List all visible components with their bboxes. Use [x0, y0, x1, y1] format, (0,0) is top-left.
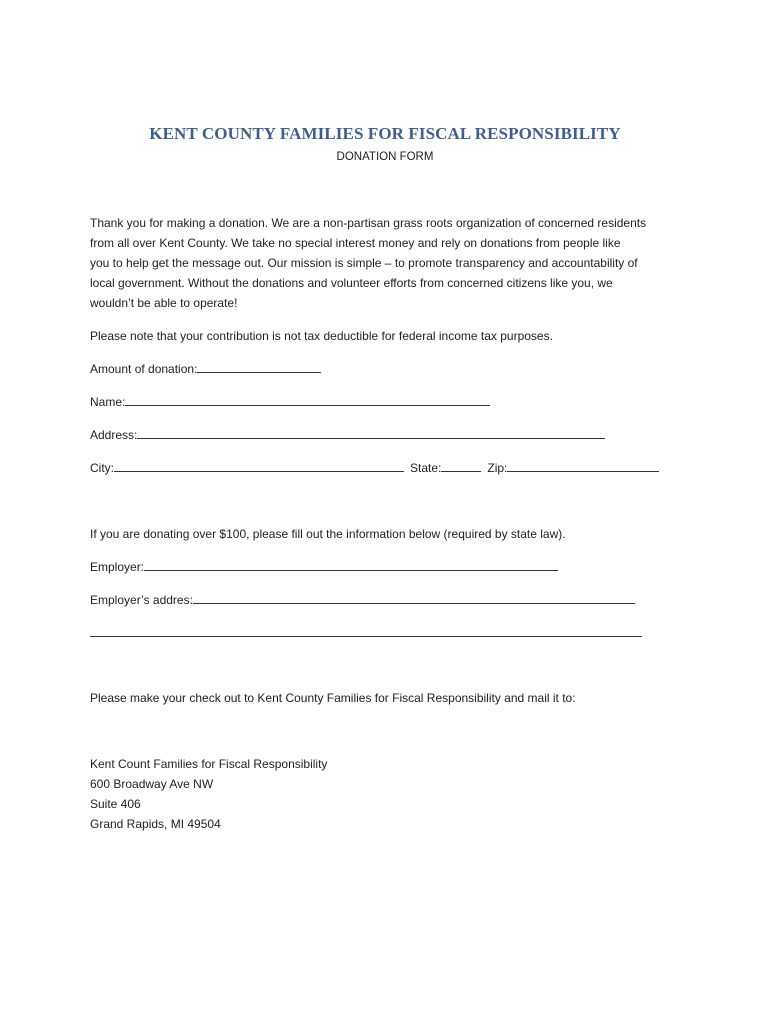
- state-label: State:: [410, 461, 442, 475]
- name-field-row: [90, 392, 690, 412]
- name-label: Name:: [90, 395, 126, 409]
- mailing-address-line: Kent Count Families for Fiscal Responsibility: [90, 757, 328, 771]
- amount-input-line[interactable]: [197, 360, 321, 373]
- employer-label: Employer:: [90, 560, 145, 574]
- city-label: City:: [90, 461, 114, 475]
- zip-input-line[interactable]: [507, 459, 659, 472]
- intro-line: Thank you for making a donation. We are a non-partisan grass roots organization of concerned residents: [90, 216, 647, 230]
- state-input-line[interactable]: [441, 459, 481, 472]
- employer-address-field-row: [90, 590, 690, 610]
- zip-label: Zip:: [487, 461, 508, 475]
- tax-note: Please note that your contribution is not tax deductible for federal income tax purposes.: [90, 329, 553, 343]
- name-input-line[interactable]: [125, 393, 490, 406]
- employer-address-label: Employer’s addres:: [90, 593, 193, 607]
- city-state-zip-row: [90, 458, 690, 478]
- address-field-row: [90, 425, 690, 445]
- page-subtitle: DONATION FORM: [336, 151, 434, 163]
- intro-paragraph: [90, 213, 690, 313]
- intro-line: you to help get the message out. Our mission is simple – to promote transparency and accountability of: [90, 256, 638, 270]
- employer-address-input-line[interactable]: [193, 591, 635, 604]
- intro-line: from all over Kent County. We take no special interest money and rely on donations from people like: [90, 236, 621, 250]
- amount-label: Amount of donation:: [90, 362, 198, 376]
- amount-field-row: [90, 359, 690, 379]
- page-title: KENT COUNTY FAMILIES FOR FISCAL RESPONSIBILITY: [149, 124, 621, 143]
- mailing-address: [90, 754, 690, 834]
- mailing-address-line: Suite 406: [90, 797, 141, 811]
- employer-address-line-2-row: [90, 623, 690, 643]
- mail-instruction: Please make your check out to Kent County Families for Fiscal Responsibility and mail it to:: [90, 691, 576, 705]
- address-input-line[interactable]: [137, 426, 605, 439]
- employer-input-line[interactable]: [144, 558, 558, 571]
- mailing-address-line: Grand Rapids, MI 49504: [90, 817, 221, 831]
- address-label: Address:: [90, 428, 138, 442]
- intro-line: local government. Without the donations and volunteer efforts from concerned citizens like you, we: [90, 276, 613, 290]
- employer-field-row: [90, 557, 690, 577]
- over-100-note: If you are donating over $100, please fill out the information below (required by state law).: [90, 527, 566, 541]
- intro-line: wouldn’t be able to operate!: [90, 296, 238, 310]
- mailing-address-line: 600 Broadway Ave NW: [90, 777, 214, 791]
- city-input-line[interactable]: [114, 459, 404, 472]
- employer-address-line-2-input[interactable]: [90, 624, 642, 637]
